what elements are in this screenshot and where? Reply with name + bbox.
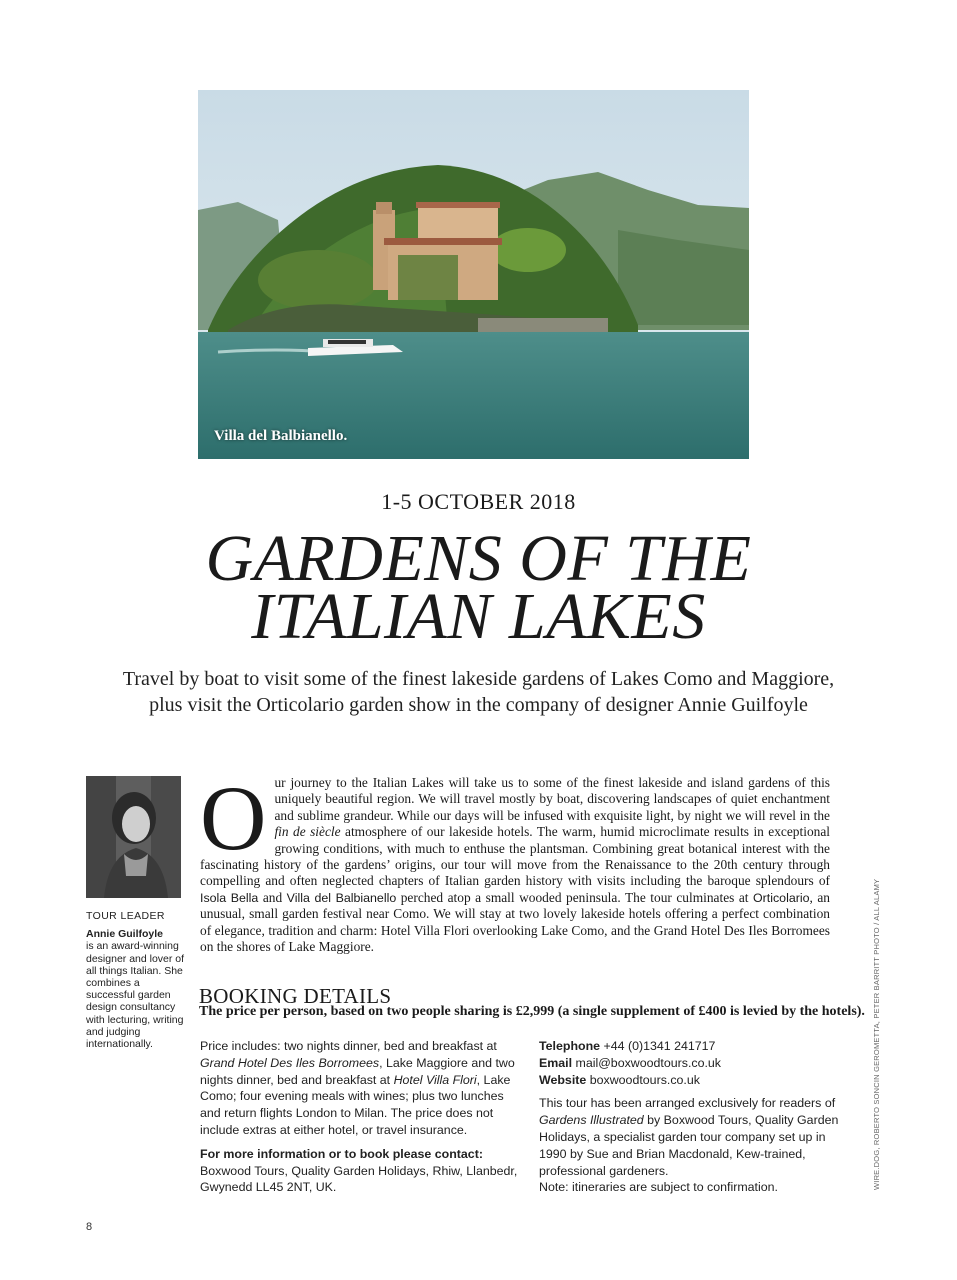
tour-leader-sidebar: [86, 910, 186, 1050]
tour-date: 1-5 OCTOBER 2018: [381, 489, 576, 514]
hero-photo: [198, 90, 749, 459]
booking-heading: BOOKING DETAILS: [199, 984, 392, 1008]
page-title: [0, 522, 957, 653]
tour-arranged-note: This tour has been arranged exclusively for readers of Gardens Illustrated by Boxwood Tours, Quality Garden Holidays, a specialist garden tour company set up in 1990 by Sue and Brian Macdonald, Kew-trained, professional gardeners. Note: itineraries are subject to confirmation.: [539, 1096, 839, 1195]
place-villa-balbianello: Villa del Balbianello: [286, 890, 397, 905]
standfirst-line-1: Travel by boat to visit some of the finest lakeside gardens of Lakes Como and Maggiore,: [122, 668, 835, 690]
contact-label: For more information or to book please contact:: [200, 1146, 483, 1161]
itinerary-note: Note: itineraries are subject to confirmation.: [539, 1180, 778, 1195]
lake-villa-illustration: [198, 90, 749, 459]
email-value: mail@boxwoodtours.co.uk: [572, 1055, 722, 1070]
website-label: Website: [539, 1072, 587, 1087]
title-line-1: GARDENS OF THE: [205, 522, 752, 595]
article-text-4: , an unusual, small garden festival near Como. We will stay at two lovely lakeside hotels offering a perfect combination of elegance, tradition and charm: Hotel Villa Flori overlooking Lake Como, and the Grand Hotel Des Iles Borromees on the shores of Lake Maggiore.: [200, 889, 830, 955]
photo-credit: WIRE.DOG, ROBERTO SONCIN GEROMETTA, PETER BARRITT PHOTO / ALL ALAMY: [872, 878, 881, 1190]
article-body: [200, 767, 831, 955]
telephone-value: +44 (0)1341 241717: [600, 1039, 716, 1053]
page-number: 8: [86, 1221, 93, 1233]
drop-cap: O: [200, 767, 267, 869]
tour-leader-portrait: [86, 776, 181, 898]
booking-left-column: [200, 1038, 522, 1203]
contact-info: [200, 1146, 522, 1196]
contact-address: Boxwood Tours, Quality Garden Holidays, Rhiw, Llanbedr, Gwynedd LL45 2NT, UK.: [200, 1163, 518, 1195]
sidebar-name: Annie Guilfoyle: [86, 928, 164, 941]
booking-right-column: [539, 1038, 839, 1203]
telephone-label: Telephone: [539, 1039, 601, 1053]
sidebar-bio: is an award-winning designer and lover of all things Italian. She combines a successful garden design consultancy with lecturing, writing and judging internationally.: [86, 940, 185, 1051]
title-line-2: ITALIAN LAKES: [251, 580, 706, 653]
photo-caption: Villa del Balbianello.: [214, 428, 348, 444]
standfirst: [80, 666, 877, 718]
email-label: Email: [539, 1055, 573, 1070]
place-orticolario: Orticolario: [753, 890, 810, 905]
article-text-2: atmosphere of our lakeside hotels. The warm, humid microclimate results in exceptional growing conditions, with much to enthuse the plantsman. Combining great botanical interest with the fascinating history of the gardens’ origins, our tour will move from the Renaissance to the 20th century through compelling and often neglected chapters of Italian garden history with visits including the baroque splendours of: [200, 824, 831, 889]
sidebar-label: TOUR LEADER: [86, 910, 165, 922]
booking-price: The price per person, based on two people sharing is £2,999 (a single supplement of £400 is levied by the hotels).: [199, 1004, 865, 1019]
article-and: and: [258, 889, 287, 905]
price-includes: Price includes: two nights dinner, bed and breakfast at Grand Hotel Des Iles Borromees, Lake Maggiore and two nights dinner, bed and breakfast at Hotel Villa Flori, Lake Como; four evening meals with wines; plus two lunches and return flights London to Milan. The price does not include extras at either hotel, or travel insurance.: [200, 1039, 515, 1137]
contact-details: [539, 1038, 839, 1088]
website-value: boxwoodtours.co.uk: [586, 1072, 700, 1087]
place-isola-bella: Isola Bella: [200, 890, 259, 905]
article-text-3: perched atop a small wooded peninsula. The tour culminates at: [396, 889, 754, 905]
article-text-1: ur journey to the Italian Lakes will take us to some of the finest lakeside and island gardens of this uniquely beautiful region. We will travel mostly by boat, discovering landscapes of quiet enchantment and sublime grandeur. While our days will be infused with exquisite light, by night we will revel in the: [274, 775, 830, 823]
standfirst-line-2: plus visit the Orticolario garden show in the company of designer Annie Guilfoyle: [149, 694, 808, 716]
article-italic: fin de siècle: [274, 824, 341, 840]
